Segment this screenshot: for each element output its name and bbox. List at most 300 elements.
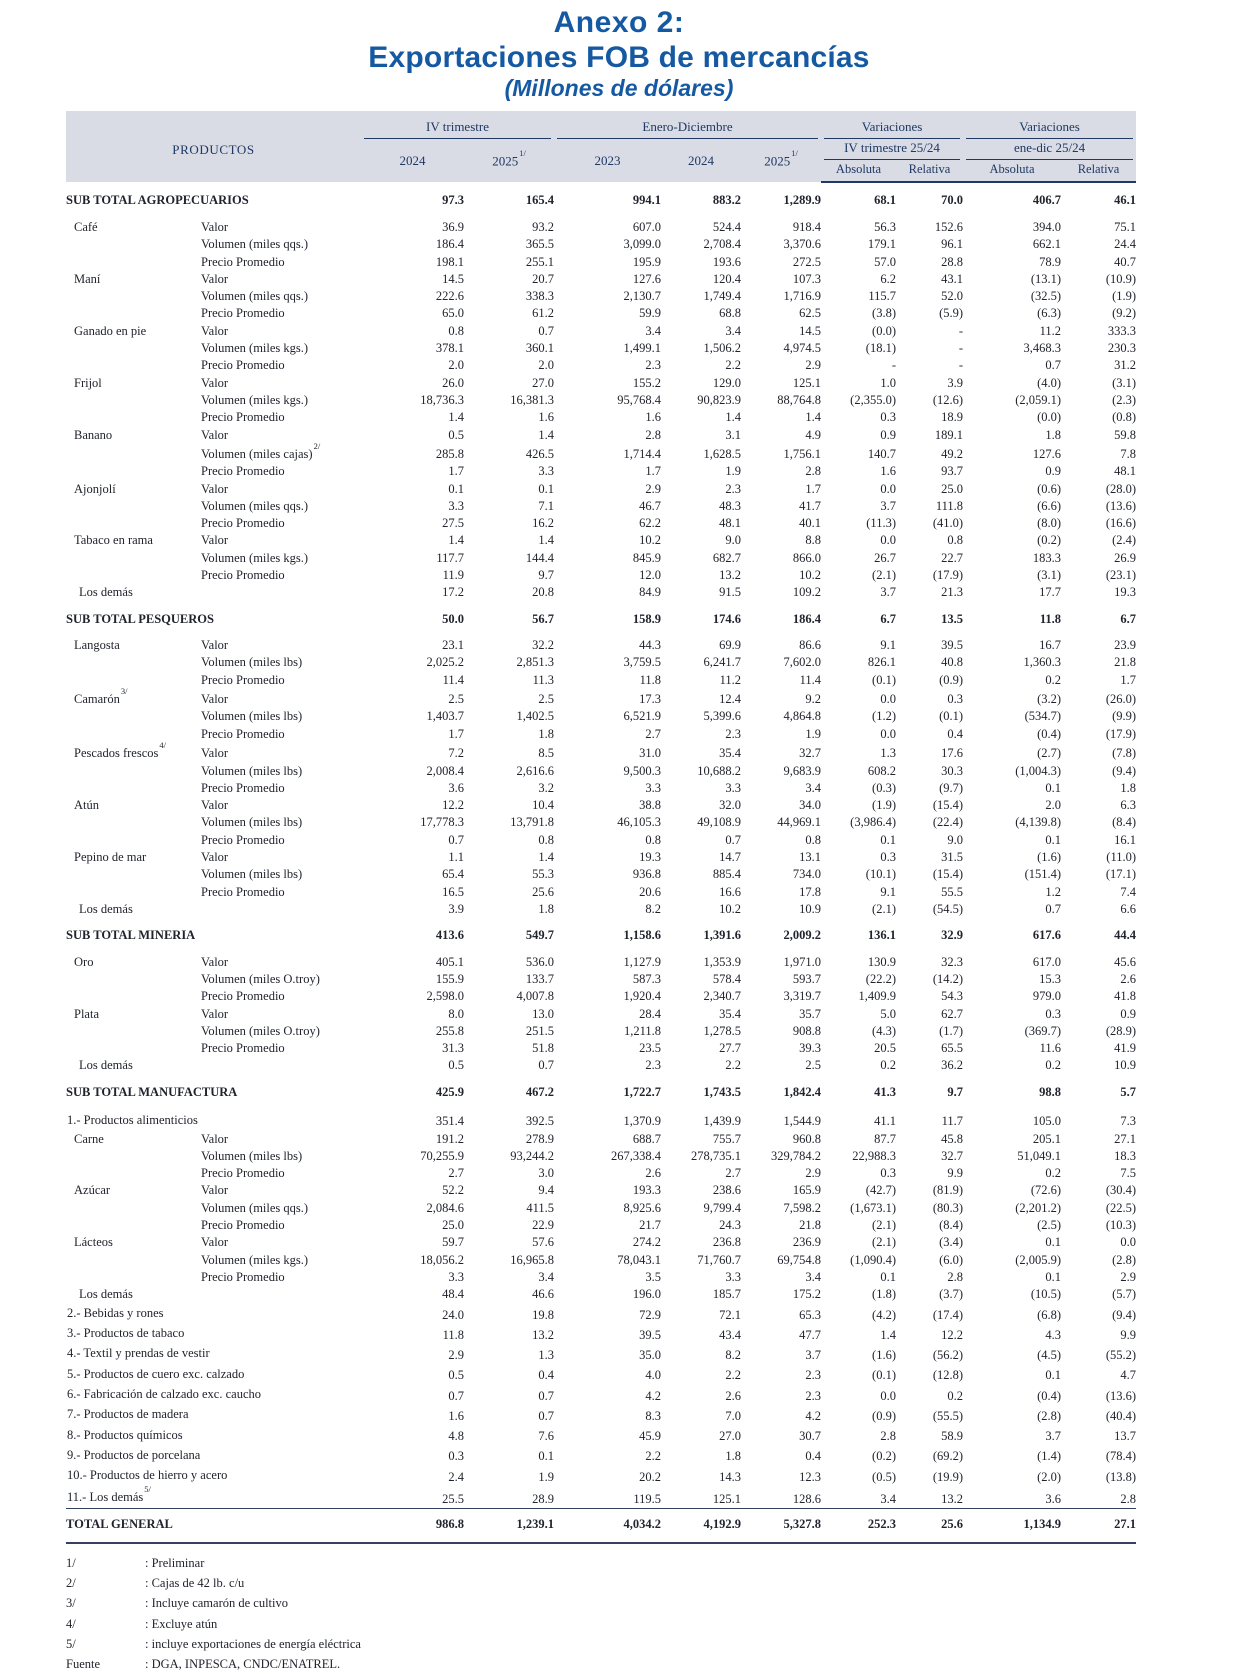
product-name-cell [66, 1217, 201, 1234]
value-cell: 394.0 [1032, 219, 1062, 234]
value-cell: (1,004.3) [1015, 763, 1062, 778]
value-cell: 10.9 [799, 901, 821, 916]
value-cell: 251.5 [525, 1023, 554, 1038]
value-cell: 236.8 [712, 1235, 741, 1250]
value-cell: 1.8 [538, 726, 554, 741]
value-cell: 8.2 [725, 1348, 741, 1363]
measure-label-cell: Volumen (miles lbs) [201, 763, 303, 778]
value-cell: (1,673.1) [850, 1200, 896, 1215]
value-cell: 109.2 [792, 585, 821, 600]
table-row [66, 1075, 1136, 1111]
value-cell: (22.2) [865, 971, 896, 986]
value-cell: (0.0) [872, 323, 896, 338]
product-name-cell: Tabaco en rama [74, 533, 153, 548]
value-cell: 4.0 [645, 1368, 661, 1383]
product-name-cell [66, 866, 201, 883]
value-cell: 1,920.4 [623, 989, 661, 1004]
table-row [66, 182, 1136, 219]
value-cell: 93.7 [941, 464, 964, 479]
value-cell: 255.8 [435, 1023, 464, 1038]
value-cell: 11.8 [639, 672, 661, 687]
footnote-ref: 3/ [120, 686, 128, 697]
value-cell: 608.2 [867, 763, 896, 778]
value-cell: 28.9 [532, 1492, 554, 1507]
value-cell: 25.0 [442, 1218, 464, 1233]
table-row [66, 602, 1136, 638]
value-cell: 91.5 [719, 585, 741, 600]
value-cell: 0.8 [805, 832, 821, 847]
value-cell: (2.4) [1112, 533, 1137, 548]
product-name-cell [66, 409, 201, 426]
value-cell: 1,743.5 [703, 1084, 741, 1099]
value-cell: 51,049.1 [1017, 1148, 1062, 1163]
value-cell: 49,108.9 [697, 815, 741, 830]
table-row [66, 1131, 1136, 1148]
value-cell: 21.7 [639, 1218, 661, 1233]
product-name-cell: Los demás [79, 1058, 133, 1073]
value-cell: 41.8 [1114, 989, 1137, 1004]
table-row [66, 392, 1136, 409]
value-cell: (0.9) [939, 672, 964, 687]
table-row [66, 1324, 1136, 1344]
table-row [66, 814, 1136, 831]
value-cell: 2,084.6 [426, 1200, 464, 1215]
value-cell: 10.4 [532, 798, 554, 813]
value-cell: 4.8 [448, 1429, 464, 1444]
value-cell: 2.8 [880, 1429, 896, 1444]
value-cell: 35.4 [719, 1006, 741, 1021]
value-cell: (2.1) [872, 568, 896, 583]
value-cell: 4.9 [805, 427, 821, 442]
value-cell: 6,241.7 [703, 655, 741, 670]
section-label-cell: SUB TOTAL PESQUEROS [66, 611, 214, 626]
value-cell: 0.0 [880, 726, 896, 741]
measure-label-cell: Volumen (miles qqs.) [201, 1200, 309, 1215]
measure-label-cell: Valor [201, 481, 229, 496]
value-cell: (2,201.2) [1015, 1200, 1062, 1215]
value-cell: 11.8 [1039, 611, 1062, 626]
value-cell: 7.0 [725, 1408, 741, 1423]
value-cell: (22.4) [932, 815, 964, 830]
value-cell: 9.1 [880, 884, 896, 899]
measure-label-cell: Valor [201, 219, 229, 234]
footnote-row [66, 1654, 1238, 1674]
table-row [66, 1182, 1136, 1199]
value-cell: 1.0 [880, 375, 896, 390]
product-name-cell [66, 288, 201, 305]
value-cell: 117.7 [436, 550, 464, 565]
table-row [66, 323, 1136, 340]
value-cell: 9,683.9 [783, 763, 821, 778]
value-cell: 87.7 [874, 1131, 896, 1146]
value-cell: (3.2) [1037, 692, 1062, 707]
value-cell: 34.0 [799, 798, 821, 813]
value-cell: 1,842.4 [783, 1084, 821, 1099]
table-row [66, 427, 1136, 444]
value-cell: 617.6 [1032, 928, 1062, 943]
table-row [66, 954, 1136, 971]
column-header-relativa-ytd: Relativa [1061, 160, 1136, 182]
value-cell: 5,399.6 [703, 709, 741, 724]
value-cell: 16.6 [719, 884, 741, 899]
product-name-cell: Pepino de mar [74, 850, 147, 864]
value-cell: 2,025.2 [426, 655, 464, 670]
product-name-cell: Plata [74, 1006, 99, 1021]
value-cell: 0.2 [880, 1058, 896, 1073]
section-label-cell: SUB TOTAL AGROPECUARIOS [66, 193, 249, 208]
value-cell: (4,139.8) [1015, 815, 1062, 830]
value-cell: 40.8 [941, 655, 964, 670]
value-cell: 45.6 [1114, 954, 1137, 969]
table-row [66, 357, 1136, 374]
value-cell: 1.8 [538, 901, 554, 916]
value-cell: 662.1 [1032, 237, 1062, 252]
value-cell: 10,688.2 [697, 763, 741, 778]
value-cell: 72.9 [639, 1307, 661, 1322]
product-name-cell [66, 340, 201, 357]
value-cell: 16,381.3 [510, 392, 554, 407]
value-cell: 0.4 [947, 726, 964, 741]
value-cell: 1.6 [538, 410, 554, 425]
value-cell: (2,355.0) [850, 392, 896, 407]
value-cell: (17.1) [1105, 867, 1137, 882]
value-cell: 3.7 [880, 498, 896, 513]
product-name-cell: Atún [74, 798, 99, 813]
value-cell: 14.5 [442, 271, 464, 286]
value-cell: 6.7 [1120, 611, 1137, 626]
value-cell: 11.6 [1039, 1041, 1062, 1056]
value-cell: (3.1) [1112, 375, 1137, 390]
value-cell: 46.7 [639, 498, 661, 513]
product-name-cell [66, 780, 201, 797]
table-row [66, 532, 1136, 549]
value-cell: 682.7 [712, 550, 741, 565]
product-name-cell: Lácteos [74, 1235, 113, 1250]
value-cell: 0.7 [538, 323, 554, 338]
table-row [66, 1286, 1136, 1303]
value-cell: 0.2 [1045, 1058, 1062, 1073]
value-cell: 267,338.4 [611, 1148, 661, 1163]
value-cell: 688.7 [632, 1131, 661, 1146]
table-row [66, 988, 1136, 1005]
footnote-key: 1/ [66, 1555, 76, 1570]
product-name-cell [66, 1252, 201, 1269]
value-cell: 45.8 [941, 1131, 964, 1146]
value-cell: - [958, 341, 964, 356]
value-cell: 378.1 [435, 341, 464, 356]
value-cell: 8.5 [538, 746, 554, 761]
value-cell: 44.4 [1114, 928, 1137, 943]
table-row [66, 271, 1136, 288]
value-cell: 0.1 [880, 832, 896, 847]
table-row [66, 743, 1136, 762]
measure-label-cell: Precio Promedio [201, 1166, 285, 1181]
value-cell: 285.8 [435, 446, 464, 461]
value-cell: 979.0 [1032, 989, 1062, 1004]
value-cell: 193.3 [632, 1183, 661, 1198]
product-name-cell [66, 1040, 201, 1057]
value-cell: 338.3 [525, 289, 554, 304]
value-cell: (0.1) [872, 1368, 896, 1383]
value-cell: 2.6 [725, 1388, 741, 1403]
value-cell: 2.2 [645, 1449, 661, 1464]
value-cell: 0.7 [538, 1388, 554, 1403]
value-cell: 35.7 [799, 1006, 821, 1021]
product-name-cell: Banano [74, 427, 113, 442]
value-cell: (13.6) [1105, 498, 1137, 513]
value-cell: 7.3 [1120, 1114, 1137, 1129]
value-cell: (6.6) [1037, 498, 1062, 513]
value-cell: (23.1) [1105, 568, 1137, 583]
value-cell: 0.7 [538, 1408, 554, 1423]
value-cell: 56.7 [532, 611, 554, 626]
value-cell: 1.4 [880, 1327, 896, 1342]
value-cell: 351.4 [435, 1114, 464, 1129]
value-cell: 1,714.4 [623, 446, 661, 461]
value-cell: 18,736.3 [420, 392, 464, 407]
column-header-relativa-quarter: Relativa [896, 160, 963, 182]
value-cell: (54.5) [932, 901, 964, 916]
value-cell: (7.8) [1112, 746, 1137, 761]
product-name-cell: Maní [74, 271, 101, 286]
value-cell: 2,708.4 [703, 237, 741, 252]
measure-label-cell: Valor [201, 798, 229, 813]
value-cell: (2.1) [872, 901, 896, 916]
footnote-text: : incluye exportaciones de energía eléctrica [145, 1636, 361, 1651]
value-cell: 21.3 [941, 585, 964, 600]
value-cell: 9.2 [805, 692, 821, 707]
value-cell: 392.5 [525, 1114, 554, 1129]
value-cell: 9.0 [725, 533, 741, 548]
value-cell: 59.8 [1114, 427, 1137, 442]
value-cell: 4.7 [1120, 1368, 1137, 1383]
value-cell: 360.1 [525, 341, 554, 356]
value-cell: 0.2 [1045, 1166, 1062, 1181]
value-cell: 44,969.1 [777, 815, 821, 830]
value-cell: 2.8 [805, 464, 821, 479]
value-cell: (41.0) [932, 516, 964, 531]
value-cell: (19.9) [932, 1469, 964, 1484]
value-cell: 3.3 [725, 1269, 741, 1284]
page-units-label: (Millones de dólares) [504, 75, 734, 101]
product-name-cell: Pescados frescos$^{4/}$ [74, 740, 166, 761]
value-cell: 1.8 [1120, 780, 1137, 795]
value-cell: 39.5 [639, 1327, 661, 1342]
value-cell: 2.9 [448, 1348, 464, 1363]
measure-label-cell: Precio Promedio [201, 254, 285, 269]
value-cell: 11.7 [941, 1114, 964, 1129]
value-cell: 0.8 [645, 832, 661, 847]
value-cell: 20.8 [532, 585, 554, 600]
value-cell: 2.4 [448, 1469, 464, 1484]
value-cell: 56.3 [874, 219, 896, 234]
measure-label-cell: Volumen (miles O.troy) [201, 971, 320, 986]
value-cell: (8.4) [1112, 815, 1137, 830]
value-cell: 120.4 [712, 271, 741, 286]
value-cell: 2.3 [805, 1368, 821, 1383]
value-cell: 198.1 [435, 254, 464, 269]
footnote-ref: 2/ [313, 440, 321, 451]
value-cell: 1,749.4 [703, 289, 741, 304]
footnote-row [66, 1634, 1238, 1654]
value-cell: 1,716.9 [783, 289, 821, 304]
value-cell: 2.6 [645, 1166, 661, 1181]
measure-label-cell: Valor [201, 850, 229, 864]
value-cell: 230.3 [1107, 341, 1137, 356]
product-name-cell: Los demás [79, 1287, 133, 1302]
table-row [66, 901, 1136, 918]
value-cell: 7.6 [538, 1429, 554, 1444]
value-cell: 3.3 [538, 464, 554, 479]
value-cell: (1.9) [1112, 289, 1137, 304]
value-cell: 97.3 [442, 193, 464, 208]
value-cell: 13.5 [941, 611, 964, 626]
value-cell: 1,506.2 [703, 341, 741, 356]
value-cell: 7.8 [1120, 446, 1137, 461]
value-cell: (3.1) [1037, 568, 1062, 583]
value-cell: (5.7) [1112, 1287, 1137, 1302]
value-cell: (3.7) [939, 1287, 964, 1302]
value-cell: 0.7 [448, 832, 464, 847]
value-cell: 17.8 [799, 884, 821, 899]
footnote-text: : Cajas de 42 lb. c/u [145, 1576, 245, 1591]
measure-label-cell: Volumen (miles kgs.) [201, 392, 309, 407]
value-cell: (10.3) [1105, 1218, 1137, 1233]
value-cell: (0.2) [872, 1449, 896, 1464]
value-cell: 3.3 [448, 498, 464, 513]
value-cell: 1.6 [448, 1408, 464, 1423]
value-cell: (78.4) [1105, 1449, 1137, 1464]
value-cell: 278,735.1 [691, 1148, 741, 1163]
value-cell: 4.2 [645, 1388, 661, 1403]
value-cell: 165.9 [792, 1183, 821, 1198]
value-cell: 128.6 [792, 1492, 821, 1507]
value-cell: 274.2 [632, 1235, 661, 1250]
value-cell: 1.2 [1045, 884, 1062, 899]
value-cell: 0.9 [880, 427, 896, 442]
value-cell: 1.9 [805, 726, 821, 741]
footnote-text: : Excluye atún [145, 1616, 218, 1631]
value-cell: 1.3 [538, 1348, 554, 1363]
product-name-cell: Frijol [74, 375, 102, 390]
products-column-header: PRODUCTOS [66, 111, 361, 182]
value-cell: 14.7 [719, 850, 741, 864]
value-cell: 11.8 [442, 1327, 464, 1342]
value-cell: 6.2 [880, 271, 896, 286]
value-cell: (2.5) [1037, 1218, 1062, 1233]
value-cell: 32.9 [941, 928, 964, 943]
value-cell: (1.8) [872, 1287, 896, 1302]
value-cell: (369.7) [1024, 1023, 1062, 1038]
product-name-cell: 9.- Productos de porcelana [67, 1447, 201, 1462]
value-cell: 1.7 [645, 464, 661, 479]
value-cell: (42.7) [865, 1183, 896, 1198]
table-row [66, 567, 1136, 584]
value-cell: 593.7 [792, 971, 821, 986]
value-cell: (0.8) [1112, 410, 1137, 425]
value-cell: 0.7 [1045, 358, 1062, 373]
value-cell: 95,768.4 [617, 392, 661, 407]
value-cell: (55.5) [932, 1408, 964, 1423]
value-cell: (1.6) [872, 1348, 896, 1363]
table-row [66, 463, 1136, 480]
value-cell: 17.7 [1039, 585, 1062, 600]
value-cell: (4.2) [872, 1307, 896, 1322]
value-cell: 19.3 [639, 850, 661, 864]
product-name-cell: Langosta [74, 638, 120, 653]
value-cell: 58.9 [941, 1429, 964, 1444]
measure-label-cell: Volumen (miles qqs.) [201, 237, 309, 252]
value-cell: 12.3 [799, 1469, 821, 1484]
table-row [66, 444, 1136, 463]
value-cell: (1.7) [939, 1023, 964, 1038]
value-cell: (0.5) [872, 1469, 896, 1484]
measure-label-cell: Precio Promedio [201, 516, 285, 531]
value-cell: 1.3 [880, 746, 896, 761]
table-row [66, 832, 1136, 849]
value-cell: 3,759.5 [623, 655, 661, 670]
value-cell: 20.6 [639, 884, 661, 899]
value-cell: 68.1 [874, 193, 896, 208]
value-cell: 30.7 [799, 1429, 821, 1444]
value-cell: 9.1 [880, 638, 896, 653]
value-cell: 3.1 [725, 427, 741, 442]
value-cell: 0.0 [880, 481, 896, 496]
value-cell: 0.2 [1045, 672, 1062, 687]
value-cell: 885.4 [712, 867, 741, 882]
value-cell: 7.1 [538, 498, 554, 513]
value-cell: 26.0 [442, 375, 464, 390]
value-cell: 65.3 [799, 1307, 821, 1322]
value-cell: 3,370.6 [783, 237, 821, 252]
value-cell: 0.1 [1045, 832, 1062, 847]
product-name-cell: Oro [74, 954, 94, 969]
value-cell: 0.4 [538, 1368, 554, 1383]
table-row [66, 1110, 1136, 1130]
value-cell: 994.1 [632, 193, 661, 208]
value-cell: 26.7 [874, 550, 896, 565]
table-row [66, 1234, 1136, 1251]
value-cell: 165.4 [525, 193, 554, 208]
product-name-cell [66, 672, 201, 689]
value-cell: 0.8 [448, 323, 464, 338]
value-cell: 9,500.3 [623, 763, 661, 778]
product-name-cell: 5.- Productos de cuero exc. calzado [67, 1366, 245, 1381]
section-label-cell: SUB TOTAL MINERIA [66, 928, 196, 943]
year-header-2025: 2025$^{1/}$ [741, 139, 821, 182]
value-cell: 44.3 [639, 638, 661, 653]
measure-label-cell: Valor [201, 323, 229, 338]
value-cell: 185.7 [712, 1287, 741, 1302]
value-cell: 8.2 [645, 901, 661, 916]
table-row [66, 288, 1136, 305]
value-cell: 11.2 [1039, 323, 1062, 338]
value-cell: 17.2 [442, 585, 464, 600]
value-cell: 1,278.5 [703, 1023, 741, 1038]
value-cell: 1,289.9 [783, 193, 821, 208]
value-cell: 3.2 [538, 780, 554, 795]
table-row [66, 1165, 1136, 1182]
value-cell: (3,986.4) [850, 815, 896, 830]
value-cell: 31.3 [442, 1041, 464, 1056]
value-cell: 3,319.7 [783, 989, 821, 1004]
value-cell: 3.4 [805, 780, 821, 795]
measure-label-cell: Precio Promedio [201, 358, 285, 373]
value-cell: 1.1 [448, 850, 464, 864]
value-cell: (1.4) [1037, 1449, 1062, 1464]
value-cell: 524.4 [712, 219, 741, 234]
value-cell: 1.8 [1045, 427, 1062, 442]
